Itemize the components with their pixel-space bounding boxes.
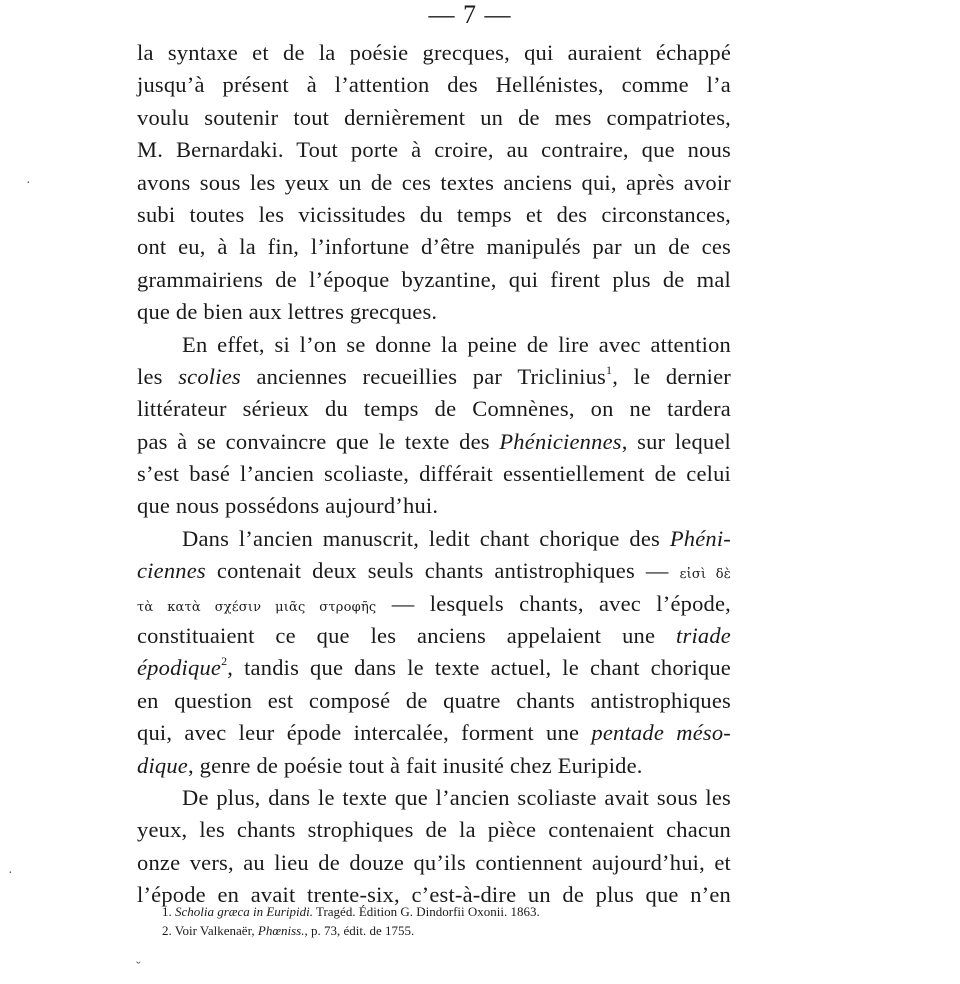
text-fragment: , le dernier [612, 363, 731, 389]
text-line: l’épode en avait trente-six, c’est-à-dire un de plus que n’en [137, 882, 731, 908]
body-text [137, 37, 731, 912]
margin-mark: · [26, 176, 31, 191]
footnote [162, 921, 722, 940]
text-line: que nous possédons aujourd’hui. [137, 493, 439, 519]
text-fragment: constituaient ce que les anciens appelaient une [137, 623, 677, 649]
italic-term: Phéni- [669, 525, 731, 551]
text-fragment: les [137, 363, 179, 389]
text-line [137, 750, 731, 782]
text-line: avons sous les yeux un de ces textes anciens qui, après avoir [137, 169, 731, 195]
footnote-ref: 1 [606, 362, 613, 377]
text-fragment: , sur lequel [621, 428, 731, 454]
italic-term: Scholia græca in Euripidi. [175, 904, 313, 919]
text-line [137, 588, 731, 620]
italic-term: triade [676, 623, 731, 649]
text-line: s’est basé l’ancien scoliaste, différait essentiellement de celui [137, 461, 731, 487]
text-fragment: Tragéd. Édition G. Dindorfii Oxonii. 1863. [312, 904, 540, 919]
paragraph [137, 37, 731, 329]
footnote-ref: 2 [221, 654, 228, 669]
text-line: De plus, dans le texte que l’ancien scoliaste avait sous les [182, 784, 731, 810]
text-fragment: pas à se convaincre que le texte des [137, 428, 500, 454]
paragraph [137, 782, 731, 912]
text-line: que de bien aux lettres grecques. [137, 299, 438, 325]
text-fragment: — lesquels chants, avec l’épode, [376, 590, 731, 616]
text-fragment: , tandis que dans le texte actuel, le chant chorique [227, 655, 731, 681]
italic-term: dique [137, 752, 188, 778]
text-line [137, 717, 731, 749]
text-line: En effet, si l’on se donne la peine de lire avec attention [182, 331, 731, 357]
text-line: grammairiens de l’époque byzantine, qui firent plus de mal [137, 266, 731, 292]
italic-term: épodique [137, 655, 222, 681]
footnote-number: 2. [162, 923, 175, 938]
italic-term: ciennes [137, 558, 206, 584]
italic-term: Phœniss. [257, 923, 305, 938]
paragraph [137, 523, 731, 782]
text-line [137, 523, 731, 555]
text-line: la syntaxe et de la poésie grecques, qui auraient échappé [137, 40, 731, 65]
footnote-number: 1. [162, 904, 175, 919]
margin-mark: · [8, 866, 13, 881]
text-line: subi toutes les vicissitudes du temps et des circonstances, [137, 201, 731, 227]
paragraph [137, 329, 731, 523]
text-line [137, 361, 731, 393]
page-number: — 7 — [428, 0, 512, 29]
greek-text: τὰ κατὰ σχέσιν μιᾶς στροφῆς [137, 599, 377, 615]
text-line: littérateur sérieux du temps de Comnènes, on ne tardera [137, 396, 731, 422]
text-fragment: anciennes recueillies par Triclinius [240, 363, 607, 389]
text-line: onze vers, au lieu de douze qu’ils contiennent aujourd’hui, et [137, 849, 731, 875]
italic-term: Phéniciennes [499, 428, 622, 454]
text-line: en question est composé de quatre chants antistrophiques [137, 687, 731, 713]
greek-text: εἰσὶ δὲ [679, 567, 731, 583]
text-fragment: Dans l’ancien manuscrit, ledit chant chorique des [182, 525, 670, 551]
italic-term: scolies [178, 363, 241, 389]
text-line [137, 555, 731, 587]
text-fragment: Voir Valkenaër, [174, 923, 258, 938]
text-fragment: , p. 73, édit. de 1755. [304, 923, 415, 938]
text-line: yeux, les chants strophiques de la pièce contenaient chacun [137, 817, 731, 843]
text-line [137, 426, 731, 458]
text-line: ont eu, à la fin, l’infortune d’être manipulés par un de ces [137, 234, 731, 260]
footnote [162, 902, 722, 921]
margin-mark: ˇ [136, 960, 141, 975]
footnotes [162, 902, 722, 940]
text-fragment: qui, avec leur épode intercalée, forment une [137, 720, 592, 746]
text-fragment: contenait deux seuls chants antistrophiques — [205, 558, 680, 584]
text-line: voulu soutenir tout dernièrement un de mes compatriotes, [137, 104, 731, 130]
text-line: M. Bernardaki. Tout porte à croire, au contraire, que nous [137, 137, 731, 163]
text-line [137, 652, 731, 684]
text-fragment: , genre de poésie tout à fait inusité chez Euripide. [188, 752, 643, 778]
italic-term: pentade méso- [591, 720, 731, 746]
text-line: jusqu’à présent à l’attention des Hellénistes, comme l’a [137, 72, 731, 98]
text-line [137, 620, 731, 652]
